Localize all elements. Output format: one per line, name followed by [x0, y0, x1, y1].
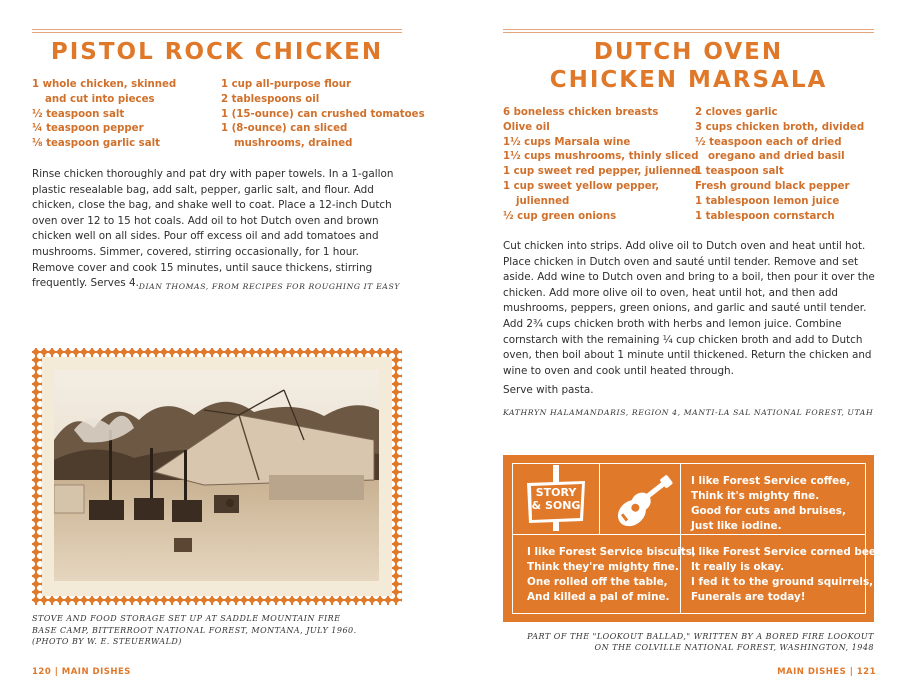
ingredient-line: ½ teaspoon each of dried [695, 136, 842, 148]
ingredient-line: 1 cup sweet red pepper, julienned [503, 166, 699, 178]
ingredient-line: 3 cups chicken broth, divided [695, 121, 865, 133]
ingredient-line: 1½ cups Marsala wine [503, 136, 631, 148]
sign-label-line1: STORY [535, 486, 577, 499]
right-serve-note: Serve with pasta. [503, 384, 594, 396]
ingredient-line: 6 boneless chicken breasts [503, 107, 659, 118]
ingredient-line: ½ teaspoon salt [32, 108, 125, 120]
left-recipe-credit: DIAN THOMAS, FROM RECIPES FOR ROUGHING IT EASY [138, 282, 400, 291]
verse-line: I like Forest Service corned beef, [691, 546, 884, 558]
verse-line: Think they're mighty fine. [527, 561, 679, 573]
photo-caption: STOVE AND FOOD STORAGE SET UP AT SADDLE MOUNTAIN FIRE BASE CAMP, BITTERROOT NATIONAL FOREST, MONTANA, JULY 1960. (PHOTO BY W. E. STEUERWALD) [32, 614, 357, 646]
ingredient-line: 1 whole chicken, skinned [32, 79, 177, 90]
ingredient-line: Fresh ground black pepper [695, 180, 850, 192]
ingredient-line: Olive oil [503, 121, 550, 133]
verse-line: And killed a pal of mine. [527, 591, 670, 603]
ingredient-line: mushrooms, drained [234, 138, 353, 150]
ingredient-line: 1 cup sweet yellow pepper, [503, 180, 660, 192]
right-instructions: Cut chicken into strips. Add olive oil to Dutch oven and heat until hot. Place chicken in Dutch oven and sauté until tender. Remove and set aside. Add wine to Dutch oven and bring to a boil, then pour it over the chicken. Add more olive oil to oven, heat until hot, and then add mushrooms, peppers, green onions, and garlic and sauté until tender. Add 2¾ cups chicken broth with herbs and lemon juice. Combine cornstarch with the remaining ¼ cup chicken broth and add to Dutch oven, then boil about 1 minute until thickened. Return the chicken and wine to oven and cook until heated through. [503, 240, 875, 377]
right-folio: MAIN DISHES | 121 [777, 667, 876, 677]
ingredient-line: 1 cup all-purpose flour [221, 79, 352, 90]
left-recipe-title: PISTOL ROCK CHICKEN [50, 39, 384, 65]
right-recipe-title-line1: DUTCH OVEN [593, 39, 784, 65]
left-top-rule [32, 29, 402, 33]
historical-camp-photo [54, 370, 379, 581]
ingredient-line: julienned [516, 195, 570, 207]
ingredient-line: ¼ teaspoon pepper [32, 123, 144, 135]
sign-label-line2: & SONG [531, 499, 581, 512]
ingredient-line: 1 (8-ounce) can sliced [221, 123, 348, 135]
ingredient-line: 1½ cups mushrooms, thinly sliced [503, 151, 699, 163]
verse-line: I like Forest Service biscuits, [527, 546, 696, 558]
ingredient-line: 2 tablespoons oil [221, 93, 320, 105]
left-ingredients-col2 [221, 78, 425, 152]
panel-caption-line2: ON THE COLVILLE NATIONAL FOREST, WASHINGTON, 1948 [594, 643, 874, 652]
verse-line: Think it's mighty fine. [691, 490, 820, 502]
verse-line: Funerals are today! [691, 591, 806, 603]
verse-line: One rolled off the table, [527, 576, 668, 588]
verse-line: I fed it to the ground squirrels, [691, 576, 874, 588]
ingredient-line: 1 tablespoon cornstarch [695, 210, 835, 222]
guitar-icon [603, 467, 677, 531]
verse-bottom-right [691, 545, 884, 605]
verse-line: Good for cuts and bruises, [691, 505, 846, 517]
verse-line: It really is okay. [691, 561, 785, 573]
ingredient-line: 1 (15-ounce) can crushed tomatoes [221, 108, 425, 120]
story-and-song-panel [503, 455, 884, 622]
verse-line: Just like iodine. [691, 520, 782, 532]
ingredient-line: oregano and dried basil [708, 151, 845, 163]
right-recipe-credit: KATHRYN HALAMANDARIS, REGION 4, MANTI-LA SAL NATIONAL FOREST, UTAH [503, 408, 874, 417]
left-instructions: Rinse chicken thoroughly and pat dry with paper towels. In a 1-gallon plastic resealable bag, add salt, pepper, garlic salt, and flour. Add chicken, close the bag, and shake well to coat. Place a 12-inch Dutch oven over 12 to 15 hot coals. Add oil to hot Dutch oven and brown chicken well on all sides. Pour off excess oil and add tomatoes and mushrooms. Simmer, covered, stirring occasionally, for 1 hour. Remove cover and cook 15 minutes, until sauce thickens, stirring frequently. Serves 4. [32, 168, 394, 290]
ingredient-line: 1 tablespoon lemon juice [695, 195, 840, 207]
verse-top-right [691, 474, 850, 534]
verse-line: I like Forest Service coffee, [691, 475, 851, 487]
ingredient-line: 1 teaspoon salt [695, 166, 784, 178]
left-ingredients-col1 [32, 78, 176, 152]
ingredient-line: ½ cup green onions [503, 210, 617, 222]
ingredient-line: ⅛ teaspoon garlic salt [32, 138, 160, 150]
panel-caption-line1: PART OF THE "LOOKOUT BALLAD," WRITTEN BY A BORED FIRE LOOKOUT [527, 632, 874, 641]
left-folio: 120 | MAIN DISHES [32, 667, 131, 677]
ingredient-line: and cut into pieces [45, 93, 155, 105]
verse-bottom-left [527, 545, 696, 605]
right-ingredients-col2 [695, 106, 864, 224]
right-recipe-title-line2: CHICKEN MARSALA [549, 67, 828, 93]
ingredient-line: 2 cloves garlic [695, 107, 778, 118]
right-ingredients-col1 [503, 106, 699, 224]
right-top-rule [503, 29, 874, 33]
